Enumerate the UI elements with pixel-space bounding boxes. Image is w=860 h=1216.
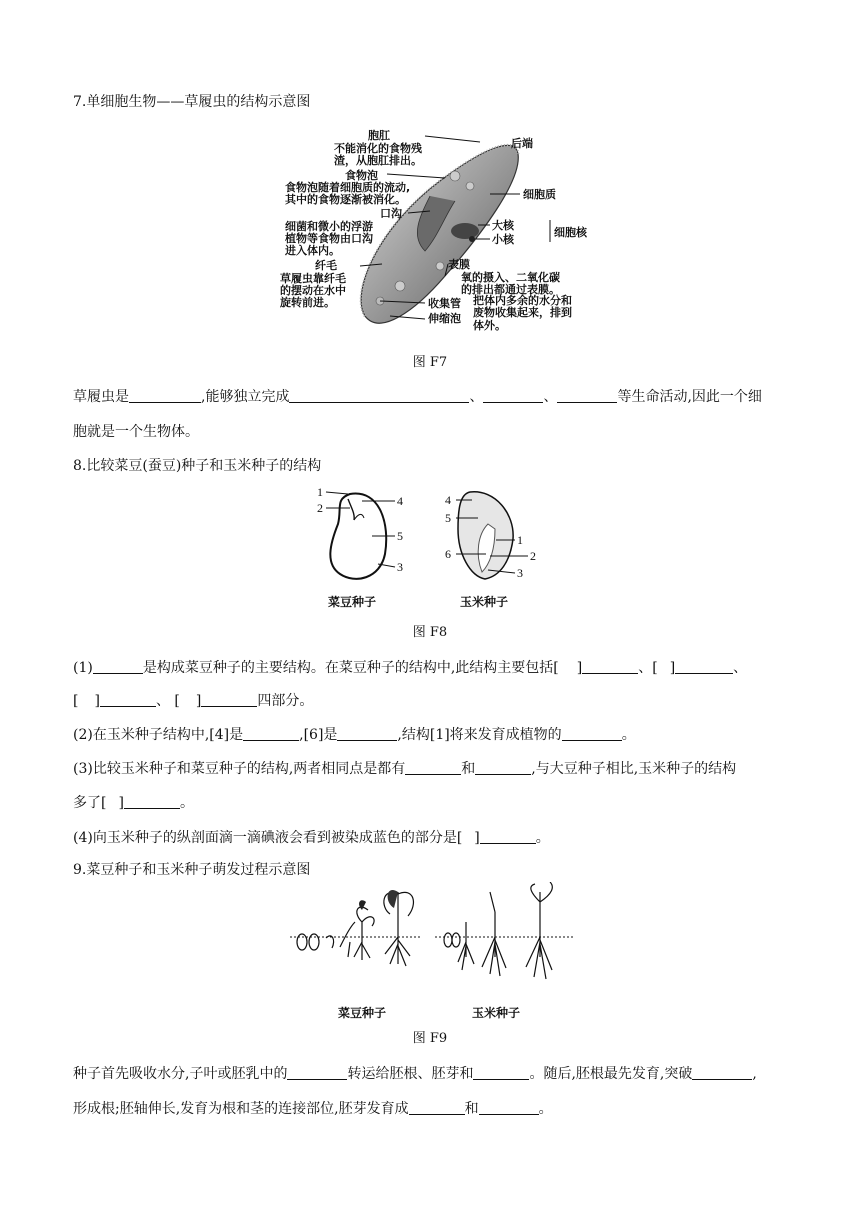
label-biaomo: 表膜 (448, 258, 470, 271)
label-xibaozhi: 细胞质 (523, 188, 556, 201)
blank[interactable] (692, 1065, 752, 1080)
blank[interactable] (473, 1065, 529, 1080)
label-shiwupao-desc2: 其中的食物逐渐被消化。 (285, 193, 406, 206)
blank[interactable] (337, 726, 397, 741)
q8-part1-line-1: (1) 是构成菜豆种子的主要结构。在菜豆种子的结构中,此结构主要包括[ ] 、[ ] 、 (73, 660, 748, 676)
bean-number-3: 3 (397, 560, 403, 574)
label-shensuopao: 伸缩泡 (428, 312, 461, 325)
label-kougou-desc1: 细菌和微小的浮游 (285, 220, 373, 233)
blank[interactable] (243, 726, 299, 741)
blank[interactable] (287, 1065, 347, 1080)
corn-number-5: 5 (445, 511, 451, 525)
blank[interactable] (201, 692, 257, 707)
bean-number-2: 2 (317, 501, 323, 515)
label-gangmen-desc1: 不能消化的食物残 (334, 142, 422, 155)
label-shensuo-desc2: 废物收集起来，排到 (473, 306, 572, 319)
q8-part3-line-2: 多了[ ] 。 (73, 795, 194, 811)
bean-number-4: 4 (397, 494, 403, 508)
q8-part1-line-2: [ ] 、 [ ] 四部分。 (73, 693, 314, 709)
label-xianmao-desc3: 旋转前进。 (280, 296, 335, 309)
label-kougou-desc3: 进入体内。 (285, 244, 340, 257)
bean-number-1: 1 (317, 485, 323, 499)
label-shoujiguan: 收集管 (428, 297, 461, 310)
blank[interactable] (562, 726, 622, 741)
q9-text-line-1: 种子首先吸收水分,子叶或胚乳中的 转运给胚根、胚芽和 。随后,胚根最先发育,突破 , (73, 1066, 757, 1082)
blank[interactable] (475, 760, 531, 775)
bean-seed-label: 菜豆种子 (328, 595, 377, 609)
label-gangmen: 胞肛 (368, 129, 390, 142)
q7-heading: 7.单细胞生物——草履虫的结构示意图 (73, 94, 311, 110)
q8-heading: 8.比较菜豆(蚕豆)种子和玉米种子的结构 (73, 458, 322, 474)
label-dahe: 大核 (492, 219, 514, 232)
corn-number-2: 2 (530, 549, 536, 563)
label-biaomo-desc1: 氧的摄入、二氧化碳 (461, 271, 560, 284)
blank[interactable] (483, 388, 543, 403)
blank[interactable] (557, 388, 617, 403)
blank[interactable] (124, 794, 180, 809)
corn-number-6: 6 (445, 547, 451, 561)
corn-seed-label: 玉米种子 (460, 595, 509, 609)
bean-germination-label: 菜豆种子 (338, 1006, 387, 1020)
germination-figure (290, 882, 580, 1026)
blank[interactable] (129, 388, 201, 403)
label-xianmao-desc1: 草履虫靠纤毛 (280, 272, 346, 285)
q9-text-line-2: 形成根;胚轴伸长,发育为根和茎的连接部位,胚芽发育成 和 。 (73, 1101, 553, 1117)
label-xianmao-desc2: 的摆动在水中 (280, 284, 346, 297)
label-gangmen-desc2: 渣，从胞肛排出。 (334, 154, 422, 167)
blank[interactable] (582, 659, 638, 674)
blank[interactable] (409, 1100, 465, 1115)
q7-text-line-2: 胞就是一个生物体。 (73, 424, 199, 440)
figure-f9-caption: 图 F9 (412, 1031, 448, 1046)
blank[interactable] (93, 659, 143, 674)
label-kougou: 口沟 (380, 207, 402, 220)
corn-number-4: 4 (445, 493, 451, 507)
paramecium-figure (280, 126, 600, 342)
q8-part2-line: (2)在玉米种子结构中,[4]是 ,[6]是 ,结构[1]将来发育成植物的 。 (73, 727, 636, 743)
label-xibaohe: 细胞核 (554, 226, 587, 239)
q8-part4-line: (4)向玉米种子的纵剖面滴一滴碘液会看到被染成蓝色的部分是[ ] 。 (73, 830, 550, 846)
q7-text-line-1: 草履虫是 ,能够独立完成 、 、 等生命活动,因此一个细 (73, 389, 762, 405)
figure-f8-caption: 图 F8 (412, 625, 448, 640)
corn-number-3: 3 (517, 566, 523, 580)
label-kougou-desc2: 植物等食物由口沟 (285, 232, 373, 245)
label-shiwupao: 食物泡 (345, 169, 378, 182)
label-biaomo-desc2: 的排出都通过表膜。 (461, 283, 560, 296)
q9-heading: 9.菜豆种子和玉米种子萌发过程示意图 (73, 862, 311, 878)
blank[interactable] (675, 659, 733, 674)
blank[interactable] (479, 1100, 539, 1115)
q8-part3-line-1: (3)比较玉米种子和菜豆种子的结构,两者相同点是都有 和 ,与大豆种子相比,玉米种子的结构 (73, 761, 737, 777)
label-xianmao: 纤毛 (315, 259, 337, 272)
corn-germination-label: 玉米种子 (472, 1006, 521, 1020)
label-xiaohe: 小核 (492, 233, 514, 246)
blank[interactable] (480, 829, 536, 844)
label-houduan: 后端 (511, 137, 533, 150)
corn-number-1: 1 (517, 533, 523, 547)
blank[interactable] (100, 692, 156, 707)
label-shensuo-desc3: 体外。 (473, 319, 506, 332)
seed-structure-figure (310, 484, 550, 614)
label-shiwupao-desc1: 食物泡随着细胞质的流动, (285, 181, 411, 194)
blank[interactable] (405, 760, 461, 775)
blank[interactable] (289, 388, 469, 403)
figure-f7-caption: 图 F7 (412, 355, 448, 370)
bean-number-5: 5 (397, 529, 403, 543)
label-shensuo-desc1: 把体内多余的水分和 (473, 294, 572, 307)
